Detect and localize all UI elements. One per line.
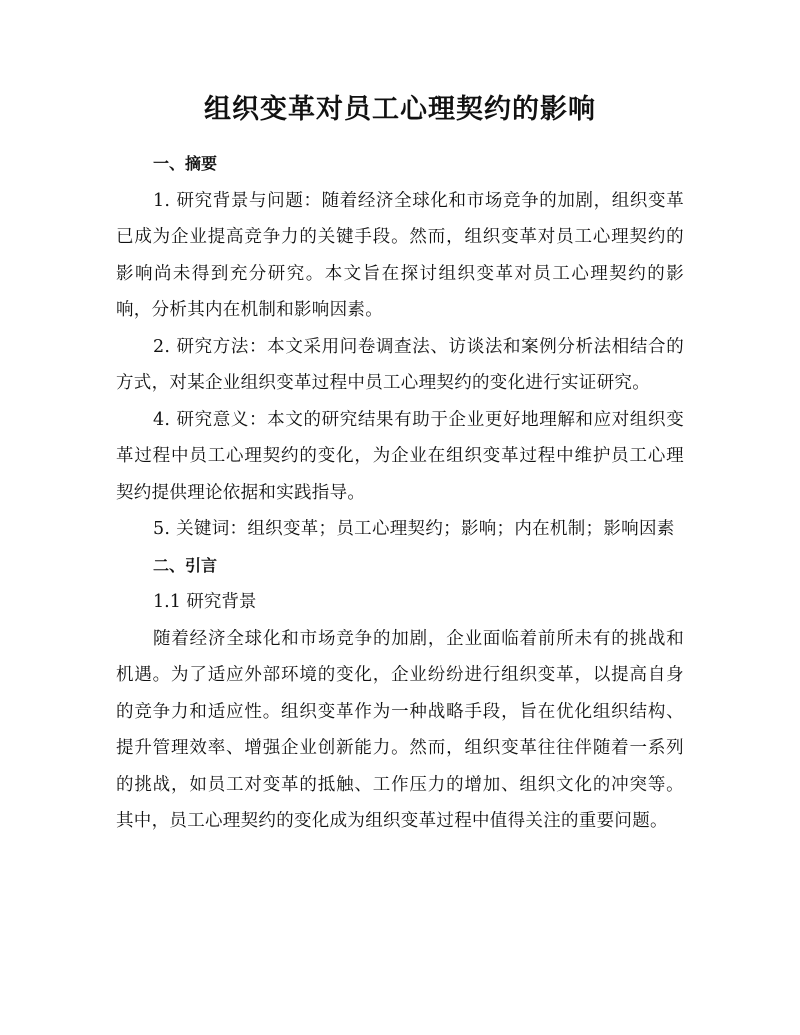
abstract-item-method: 2. 研究方法：本文采用问卷调查法、访谈法和案例分析法相结合的方式，对某企业组织变革过程中员工心理契约的变化进行实证研究。 xyxy=(116,336,684,393)
document-page xyxy=(116,90,684,840)
section-heading-introduction: 二、引言 xyxy=(153,555,218,575)
abstract-item-significance: 4. 研究意义：本文的研究结果有助于企业更好地理解和应对组织变革过程中员工心理契约的变化，为企业在组织变革过程中维护员工心理契约提供理论依据和实践指导。 xyxy=(116,409,684,503)
document-title: 组织变革对员工心理契约的影响 xyxy=(204,94,596,125)
abstract-item-background: 1. 研究背景与问题：随着经济全球化和市场竞争的加剧，组织变革已成为企业提高竞争力的关键手段。然而，组织变革对员工心理契约的影响尚未得到充分研究。本文旨在探讨组织变革对员工心理契约的影响，分析其内在机制和影响因素。 xyxy=(116,190,684,320)
abstract-item-keywords: 5. 关键词：组织变革；员工心理契约；影响；内在机制；影响因素 xyxy=(153,519,675,539)
section-heading-abstract: 一、摘要 xyxy=(153,154,218,173)
introduction-paragraph: 随着经济全球化和市场竞争的加剧，企业面临着前所未有的挑战和机遇。为了适应外部环境的变化，企业纷纷进行组织变革，以提高自身的竞争力和适应性。组织变革作为一种战略手段，旨在优化组织结构、提升管理效率、增强企业创新能力。然而，组织变革往往伴随着一系列的挑战，如员工对变革的抵触、工作压力的增加、组织文化的冲突等。其中，员工心理契约的变化成为组织变革过程中值得关注的重要问题。 xyxy=(116,628,684,831)
subsection-heading-background: 1.1 研究背景 xyxy=(153,592,257,612)
